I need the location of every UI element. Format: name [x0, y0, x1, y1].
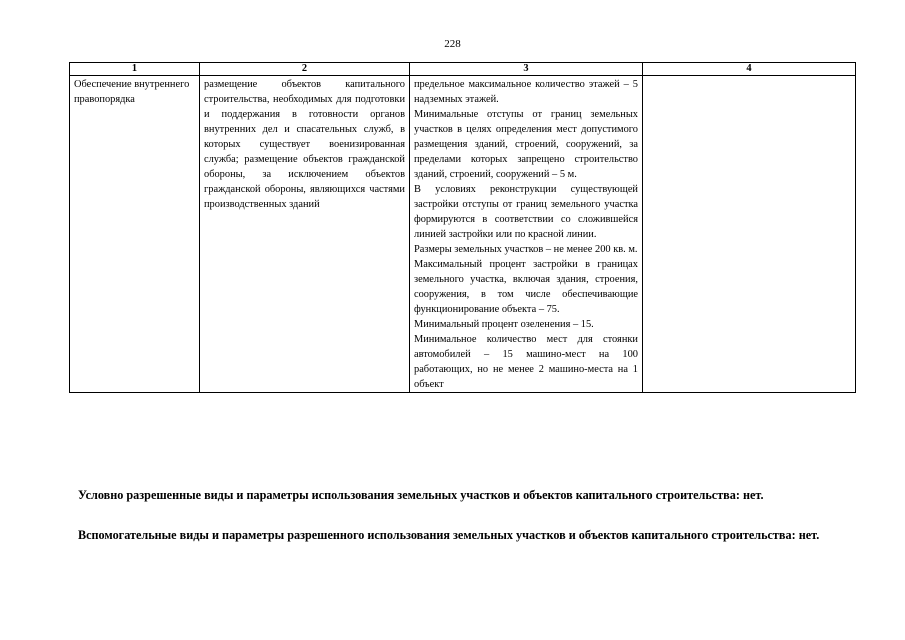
auxiliary-uses-paragraph: Вспомогательные виды и параметры разрешенного использования земельных участков и объектов капитального строительства: нет.: [78, 528, 820, 542]
parameter-setbacks: Минимальные отступы от границ земельных участков в целях определения мест допустимого размещения зданий, строений, сооружений, за пределами которых запрещено строительство зданий, строений, сооружений – 5 м.: [414, 109, 638, 180]
header-col-2: 2: [200, 63, 410, 76]
header-col-1: 1: [70, 63, 200, 76]
parameter-plot-size: Размеры земельных участков – не менее 200 кв. м.: [414, 244, 638, 255]
parameter-floors: предельное максимальное количество этажей – 5 надземных этажей.: [414, 79, 638, 105]
page-number: 228: [444, 38, 461, 50]
regulations-table: [69, 62, 856, 393]
table-row: [70, 76, 856, 393]
header-col-4: 4: [643, 63, 856, 76]
use-type-text: Обеспечение внутреннего правопорядка: [74, 79, 190, 105]
cell-use-type: [70, 76, 200, 393]
table-header-row: [70, 63, 856, 76]
use-description-text: размещение объектов капитального строительства, необходимых для подготовки и поддержания в готовности органов внутренних дел и спасательных служб, в которых существует военизированная служба; размещение объектов гражданской обороны, за исключением объектов гражданской обороны, являющихся частями производственных зданий: [204, 79, 405, 210]
cell-col-4: [643, 76, 856, 393]
conditional-uses-paragraph: Условно разрешенные виды и параметры использования земельных участков и объектов капитального строительства: нет.: [78, 488, 764, 502]
cell-use-description: [200, 76, 410, 393]
header-col-3: 3: [410, 63, 643, 76]
parameter-reconstruction: В условиях реконструкции существующей застройки отступы от границ земельного участка формируются в соответствии со сложившейся линией застройки или по красной линии.: [414, 184, 638, 240]
parameter-greening-percent: Минимальный процент озеленения – 15.: [414, 319, 594, 330]
parameter-building-percent: Максимальный процент застройки в границах земельного участка, включая здания, строения, сооружения, в том числе обеспечивающие функционирование объекта – 75.: [414, 259, 638, 315]
cell-parameters: [410, 76, 643, 393]
parameter-parking: Минимальное количество мест для стоянки автомобилей – 15 машино-мест на 100 работающих, но не менее 2 машино-места на 1 объект: [414, 334, 638, 390]
